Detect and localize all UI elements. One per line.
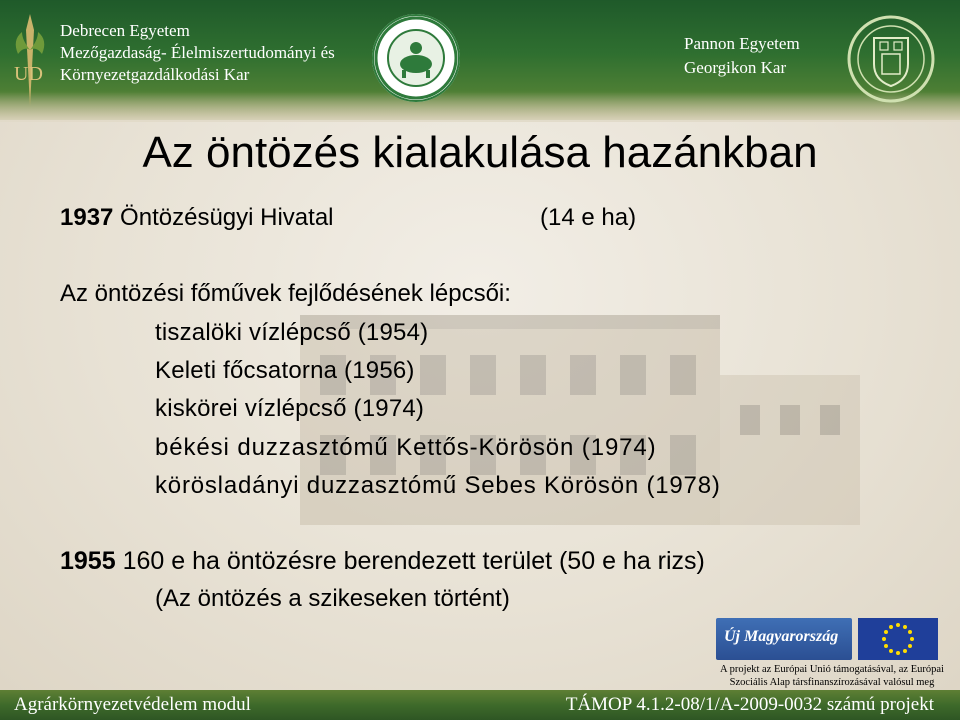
- header-left-line-1: Debrecen Egyetem: [60, 21, 190, 40]
- stages-heading: Az öntözési főművek fejlődésének lépcsői:: [60, 280, 511, 307]
- header-left-line-2: Mezőgazdaság- Élelmiszertudományi és: [60, 43, 335, 62]
- header-institution-left: [60, 20, 335, 86]
- step-item: körösladányi duzzasztómű Sebes Körösön (1978): [155, 472, 721, 499]
- line-1937-text: Öntözésügyi Hivatal: [113, 204, 334, 231]
- line-1937: [60, 204, 334, 232]
- eu-stars: [858, 618, 938, 660]
- eu-note-line-2: Szociális Alap társfinanszírozásával valósul meg: [729, 677, 935, 688]
- pannon-university-crest-icon: [846, 12, 936, 106]
- step-item: Keleti főcsatorna (1956): [155, 357, 415, 384]
- slide-title: Az öntözés kialakulása hazánkban: [142, 128, 818, 177]
- seal-graphic: [372, 14, 460, 102]
- logo-letters: UD: [14, 63, 43, 85]
- year-1955: 1955: [60, 547, 116, 575]
- eu-flag-icon: [858, 618, 938, 660]
- header-left-line-3: Környezetgazdálkodási Kar: [60, 65, 250, 84]
- line-1955-text: 160 e ha öntözésre berendezett terület (50 e ha rizs): [115, 547, 705, 575]
- footer-project-id: TÁMOP 4.1.2-08/1/A-2009-0032 számú projekt: [565, 694, 934, 715]
- faculty-seal-icon: [372, 14, 460, 102]
- line-1955: [60, 547, 705, 576]
- uj-magyarorszag-logo-text: Új Magyarország: [724, 628, 839, 645]
- footer-module-name: Agrárkörnyezetvédelem modul: [14, 694, 251, 715]
- step-item: békési duzzasztómű Kettős-Körösön (1974): [155, 434, 657, 461]
- year-1937: 1937: [60, 204, 114, 231]
- step-item: tiszalöki vízlépcső (1954): [155, 319, 429, 346]
- header-right-line-1: Pannon Egyetem: [684, 34, 800, 53]
- debrecen-ud-logo-icon: [8, 10, 52, 110]
- eu-funding-note: [712, 663, 952, 689]
- eu-note-line-1: A projekt az Európai Unió támogatásával, az Európai: [720, 664, 944, 675]
- header-right-line-2: Georgikon Kar: [684, 58, 787, 77]
- header-institution-right: [684, 32, 800, 80]
- step-item: kiskörei vízlépcső (1974): [155, 395, 425, 422]
- line-note: (Az öntözés a szikeseken történt): [155, 585, 510, 612]
- line-1937-area: (14 e ha): [540, 204, 637, 231]
- header-fade: [0, 92, 960, 122]
